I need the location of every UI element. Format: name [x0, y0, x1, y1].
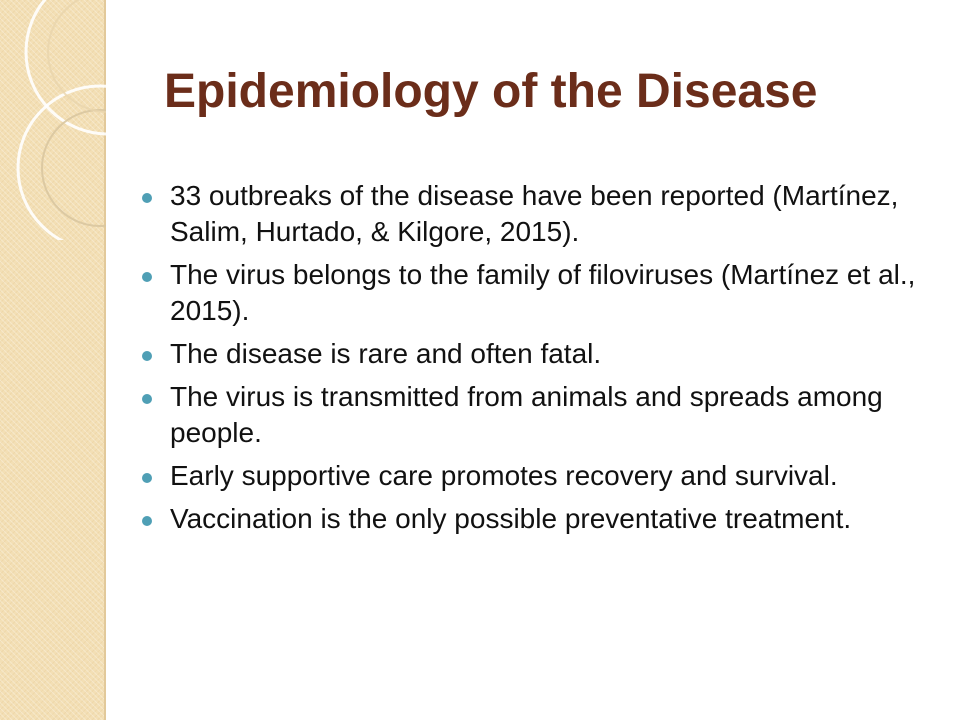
- bullet-list: [140, 178, 950, 544]
- bullet-text: The disease is rare and often fatal.: [170, 338, 602, 369]
- slide-title: Epidemiology of the Disease: [164, 65, 818, 118]
- bullet-text: The virus belongs to the family of filoviruses (Martínez et al., 2015).: [170, 259, 916, 326]
- bullet-text: 33 outbreaks of the disease have been reported (Martínez, Salim, Hurtado, & Kilgore, 2015).: [170, 180, 899, 247]
- bullet-item: [140, 501, 950, 537]
- bullet-dot-icon: [142, 193, 152, 203]
- bullet-dot-icon: [142, 516, 152, 526]
- bullet-dot-icon: [142, 351, 152, 361]
- bullet-dot-icon: [142, 272, 152, 282]
- bullet-dot-icon: [142, 473, 152, 483]
- bullet-text: The virus is transmitted from animals and spreads among people.: [170, 381, 883, 448]
- bullet-text: Early supportive care promotes recovery and survival.: [170, 460, 838, 491]
- bullet-item: [140, 379, 950, 451]
- decorative-circles-icon: [0, 0, 106, 240]
- bullet-item: [140, 178, 950, 250]
- bullet-item: [140, 336, 950, 372]
- bullet-text: Vaccination is the only possible preventative treatment.: [170, 503, 852, 534]
- bullet-item: [140, 458, 950, 494]
- bullet-item: [140, 257, 950, 329]
- bullet-dot-icon: [142, 394, 152, 404]
